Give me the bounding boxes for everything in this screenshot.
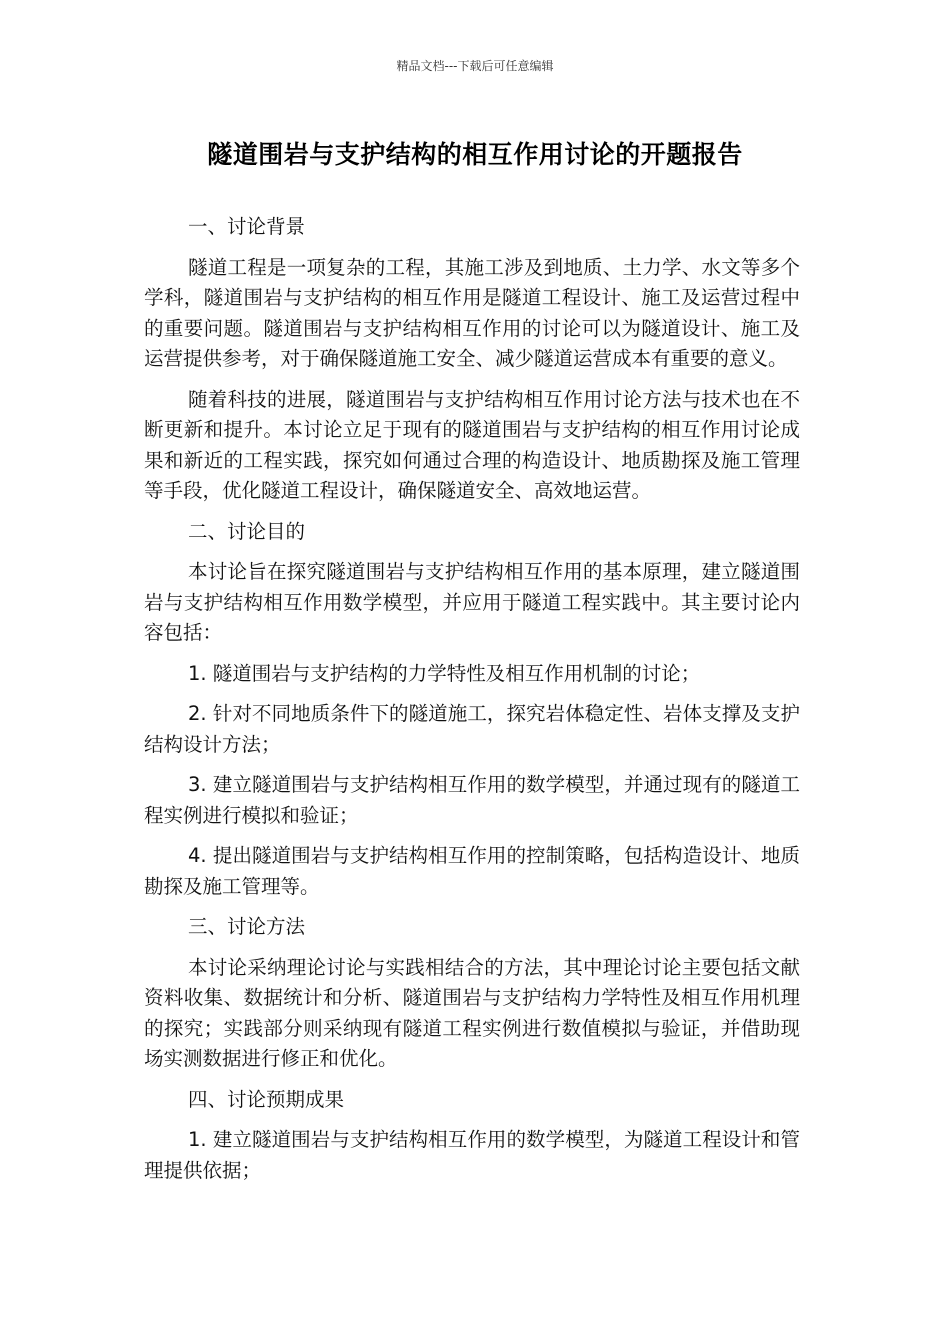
purpose-list-item-2: 2. 针对不同地质条件下的隧道施工，探究岩体稳定性、岩体支撑及支护结构设计方法； <box>144 702 800 756</box>
purpose-list-item-1: 1. 隧道围岩与支护结构的力学特性及相互作用机制的讨论； <box>188 661 701 685</box>
document-title: 隧道围岩与支护结构的相互作用讨论的开题报告 <box>207 140 743 169</box>
section-heading-purpose: 二、讨论目的 <box>188 519 306 543</box>
purpose-list-item-4: 4. 提出隧道围岩与支护结构相互作用的控制策略，包括构造设计、地质勘探及施工管理等。 <box>144 844 800 898</box>
section-heading-methods: 三、讨论方法 <box>188 915 306 938</box>
section-heading-background: 一、讨论背景 <box>188 215 306 238</box>
paragraph-purpose-1: 本讨论旨在探究隧道围岩与支护结构相互作用的基本原理，建立隧道围岩与支护结构相互作用数学模型，并应用于隧道工程实践中。其主要讨论内容包括： <box>144 560 800 644</box>
paragraph-methods-1: 本讨论采纳理论讨论与实践相结合的方法，其中理论讨论主要包括文献资料收集、数据统计和分析、隧道围岩与支护结构力学特性及相互作用机理的探究；实践部分则采纳现有隧道工程实例进行数值模拟与验证，并借助现场实测数据进行修正和优化。 <box>144 955 800 1070</box>
paragraph-background-2: 随着科技的进展，隧道围岩与支护结构相互作用讨论方法与技术也在不断更新和提升。本讨论立足于现有的隧道围岩与支护结构的相互作用讨论成果和新近的工程实践，探究如何通过合理的构造设计、地质勘探及施工管理等手段，优化隧道工程设计，确保隧道安全、高效地运营。 <box>144 387 800 502</box>
purpose-list-item-3: 3. 建立隧道围岩与支护结构相互作用的数学模型，并通过现有的隧道工程实例进行模拟和验证； <box>144 773 800 827</box>
expected-results-list-item-1: 1. 建立隧道围岩与支护结构相互作用的数学模型，为隧道工程设计和管理提供依据； <box>144 1128 800 1182</box>
paragraph-background-1: 隧道工程是一项复杂的工程，其施工涉及到地质、土力学、水文等多个学科，隧道围岩与支护结构的相互作用是隧道工程设计、施工及运营过程中的重要问题。隧道围岩与支护结构相互作用的讨论可以为隧道设计、施工及运营提供参考，对于确保隧道施工安全、减少隧道运营成本有重要的意义。 <box>144 255 800 370</box>
header-note: 精品文档---下载后可任意编辑 <box>396 59 554 73</box>
document-body <box>144 212 800 1196</box>
section-heading-expected-results: 四、讨论预期成果 <box>188 1087 345 1111</box>
